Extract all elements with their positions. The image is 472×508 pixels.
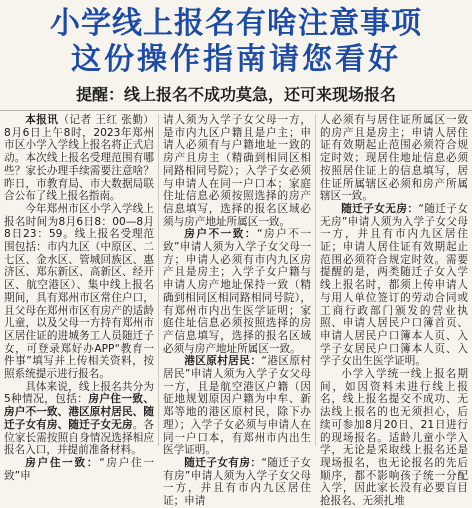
paragraph: [163, 228, 311, 355]
column-divider: [315, 114, 316, 446]
paragraph: [4, 381, 154, 457]
paragraph: [163, 355, 311, 457]
section-lead: 港区原村居民：: [184, 355, 262, 368]
paragraph-text: “房户住一致”申: [4, 456, 155, 482]
section-lead: 房户住一致：: [25, 456, 100, 469]
paragraph-text: 具体来说，线上报名共分为5种情况，包括：: [4, 380, 154, 406]
paragraph-text: “随迁子女无房”申请人须为入学子女父母一方，并且有市内九区居住证；申请人居住证有效期起止范围必须符合规定时效。需要提醒的是，两类随迁子女入学线上报名时，都须上传申请人与用人单位签订的劳动合同或工商行政部门颁发的营业执照、申请人居民户口簿首页、申请人居民户口簿本人页、入学子女居民户口簿本人页、入学子女出生医学证明。: [320, 202, 468, 368]
dateline: 本报讯: [25, 114, 59, 126]
paragraph-text: “随迁子女有房”申请人须为入学子女父母一方，并且有市内九区居住证；申请: [163, 456, 311, 508]
paragraph: [4, 457, 154, 482]
paragraph: 小学入学统一线上报名期间，如因资料未进行线上报名，线上报名提交不成功、无法线上报名的也无须担心，后续可参加8月20日、21日进行的现场报名。适龄儿童小学入学，无论是采取线上报名还是现场报名，也无论报名的先后顺序，都不影响孩子统一分配入学，因此家长没有必要盲目抢报名、无须扎堆: [320, 368, 468, 508]
bold-categories: 房户住一致、房户不一致、港区原村居民、随迁子女有房、随迁子女无房: [4, 393, 155, 431]
section-lead: 随迁子女无房：: [341, 202, 419, 215]
article-column-2: [163, 114, 311, 508]
paragraph-text: “房户不一致”申请人须为入学子女父母一方；申请人必须有市内九区房产且是房主；入学子女户籍与申请人房产地址保持一致（精确到相同区相同路相同号院），有郑州市内出生医学证明；家庭住址信息必须按照选择的房产信息填写，选择的报名区域必须与房产地址所属区一致。: [163, 228, 311, 355]
article-column-1: [4, 114, 155, 482]
section-lead: 房户不一致：: [184, 228, 257, 241]
header-rule: [0, 110, 472, 111]
headline-line-2: 这份操作指南请您看好: [71, 42, 401, 77]
paragraph: 今年郑州市区小学入学线上报名时间为8月6日8：00—8月8日23：59。线上报名受理范围包括：市内九区（中原区、二七区、金水区、管城回族区、惠济区、郑东新区、高新区、经开区、航空港区）、集中线上报名期间，具有郑州市区常住户口，且父母在郑州市区有房产的适龄儿童，以及父母一方持有郑州市区居住证的进城务工人员随迁子女，可登录郑好办APP“教育一件事”填写并上传相关资料，按照系统提示进行报名。: [4, 202, 154, 381]
paragraph: 人必须有与居住证所属区一致的房产且是房主；申请人居住证有效期起止范围必须符合规定时效；现居住地址信息必须按照居住证上的信息填写，居住证所属辖区必须和房产所属辖区一致。: [320, 114, 468, 203]
subtitle: 提醒：线上报名不成功莫急，还可来现场报名: [75, 85, 396, 104]
column-divider: [158, 114, 159, 446]
paragraph-text: 。各位家长需按照自身情况选择相应报名入口，并提前准备材料。: [4, 418, 155, 457]
section-lead: 随迁子女有房：: [184, 456, 262, 469]
paragraph: [163, 457, 311, 508]
article-column-3: [320, 114, 468, 508]
paragraph-text: （记者 王红 张勤）8月6日上午8时，2023年郑州市区小学入学线上报名将正式启动。本次线上报名受理范围有哪些？家长办理手续需要注意啥？昨日，市教育局、市大数据局联合公布了线上报名指南。: [4, 114, 155, 203]
paragraph: [4, 114, 154, 203]
headline-line-1: 小学线上报名有啥注意事项: [50, 6, 422, 41]
paragraph: 请人须为入学子女父母一方，是市内九区户籍且是户主；申请人必须有与户籍地址一致的房产且房主（精确到相同区相同路相同号院）；入学子女必须与申请人在同一户口本；家庭住址信息必须按照选择的房产信息填写，选择的报名区域必须与房产地址所属区一致。: [163, 114, 311, 228]
paragraph-text: “港区原村居民”申请人须为入学子女父母一方，且是航空港区户籍（因征地规划原因户籍为中牟、新郑等地的港区原村民，除下办理）；入学子女必须与申请人在同一户口本，有郑州市内出生医学证明。: [163, 355, 311, 457]
paragraph: [320, 203, 468, 368]
